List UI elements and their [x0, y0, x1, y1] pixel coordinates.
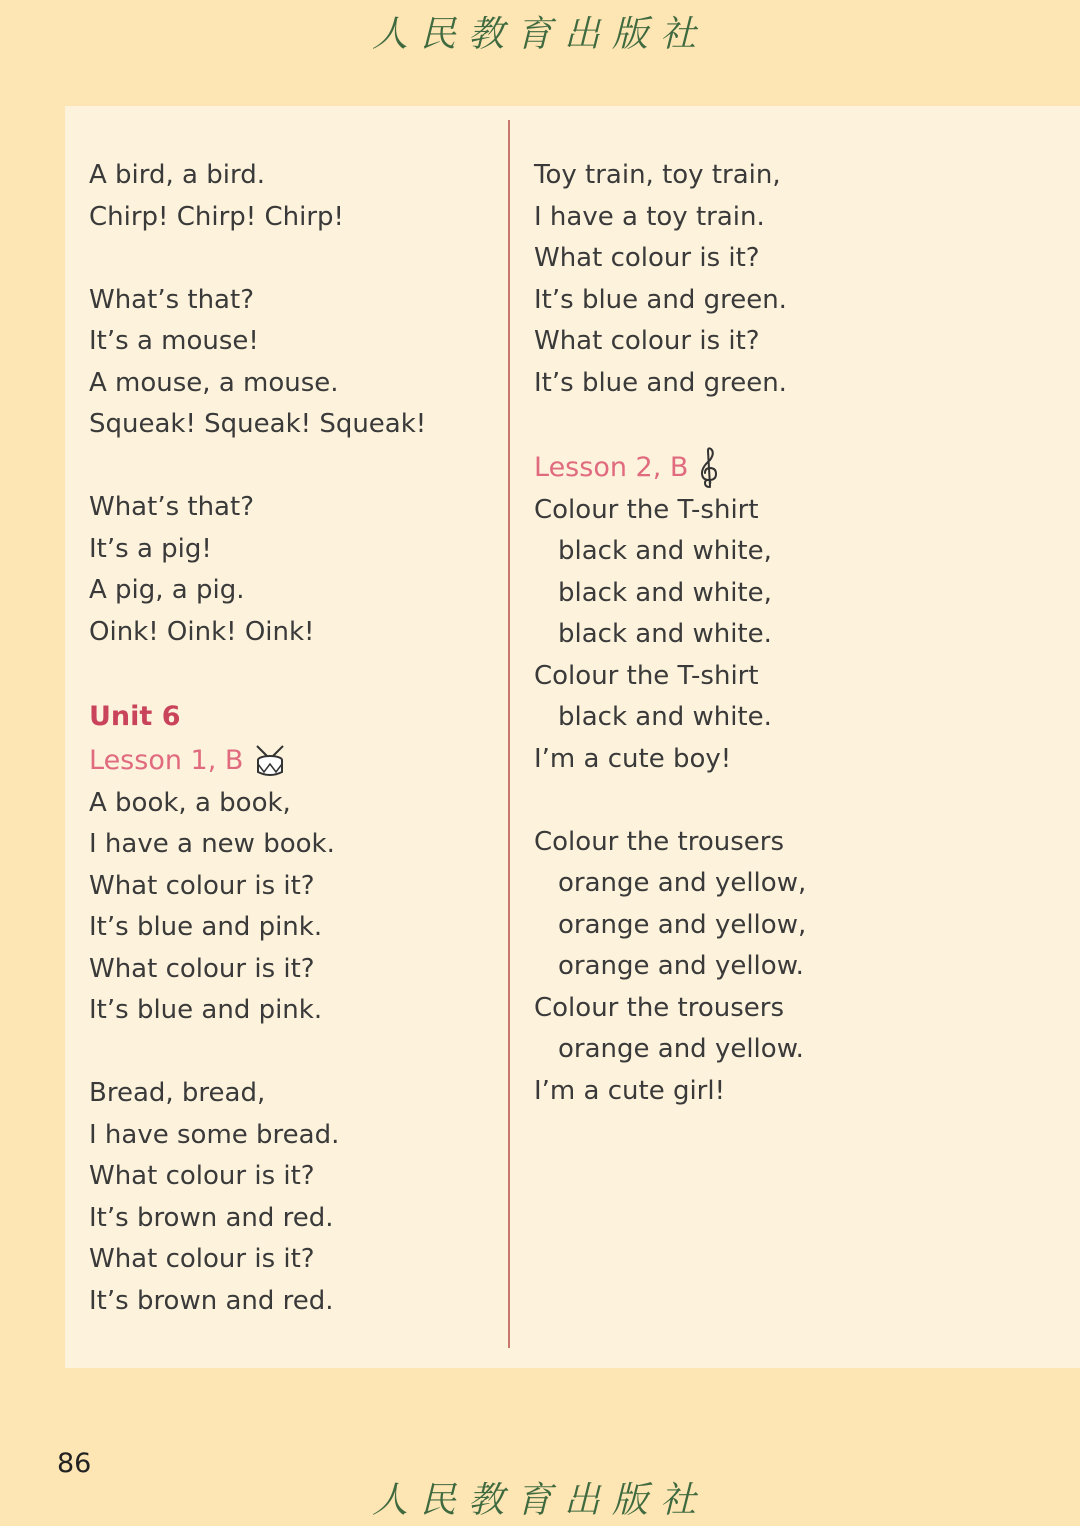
text-line: I have some bread.	[89, 1119, 340, 1150]
text-line: It’s a mouse!	[89, 326, 259, 356]
text-line: What colour is it?	[534, 326, 760, 356]
text-line: What colour is it?	[534, 243, 760, 273]
text-line: It’s a pig!	[89, 533, 212, 564]
right-column	[534, 155, 806, 1112]
text-line: It’s brown and red.	[89, 1285, 334, 1316]
text-line: What colour is it?	[89, 870, 315, 901]
text-line: I’m a cute boy!	[534, 743, 732, 774]
text-line: Squeak! Squeak! Squeak!	[89, 409, 427, 439]
lesson-title: Lesson 1, B	[89, 744, 244, 776]
text-line: What colour is it?	[89, 1244, 315, 1274]
text-line: Oink! Oink! Oink!	[89, 616, 315, 647]
drum-icon	[253, 744, 287, 778]
text-line: black and white.	[558, 702, 772, 732]
text-line: What colour is it?	[89, 953, 315, 984]
text-line: It’s brown and red.	[89, 1202, 334, 1233]
text-line: orange and yellow.	[558, 951, 804, 981]
text-line: black and white.	[558, 619, 772, 649]
text-line: A bird, a bird.	[89, 160, 265, 190]
text-line: I’m a cute girl!	[534, 1075, 726, 1106]
lesson-title: Lesson 2, B	[534, 451, 689, 483]
publisher-footer: 人民教育出版社	[371, 1480, 708, 1521]
text-line: It’s blue and pink.	[89, 912, 323, 942]
text-line: A pig, a pig.	[89, 575, 245, 605]
unit-title: Unit 6	[89, 700, 181, 732]
text-line: Chirp! Chirp! Chirp!	[89, 201, 344, 232]
text-line: Colour the T-shirt	[534, 494, 759, 525]
text-line: orange and yellow,	[558, 909, 807, 940]
page-number: 86	[57, 1448, 92, 1479]
text-line: What colour is it?	[89, 1161, 315, 1191]
text-line: black and white,	[558, 577, 772, 608]
text-line: I have a toy train.	[534, 201, 765, 232]
text-line: Colour the trousers	[534, 992, 785, 1023]
text-line: orange and yellow.	[558, 1034, 804, 1064]
text-line: Colour the T-shirt	[534, 660, 759, 691]
column-divider	[508, 120, 510, 1348]
text-line: It’s blue and green.	[534, 367, 787, 398]
text-line: It’s blue and pink.	[89, 995, 323, 1025]
text-line: It’s blue and green.	[534, 284, 787, 315]
text-line: I have a new book.	[89, 829, 335, 859]
text-line: A mouse, a mouse.	[89, 367, 339, 398]
text-line: Colour the trousers	[534, 826, 785, 857]
text-line: Toy train, toy train,	[534, 160, 781, 190]
treble-clef-icon	[698, 447, 720, 489]
text-line: Bread, bread,	[89, 1078, 266, 1108]
text-line: A book, a book,	[89, 787, 291, 818]
publisher-header: 人民教育出版社	[371, 14, 708, 55]
text-line: What’s that?	[89, 492, 254, 522]
lesson-heading	[534, 446, 806, 490]
lesson-heading	[89, 739, 426, 783]
left-column	[89, 155, 426, 1322]
text-line: What’s that?	[89, 284, 254, 315]
text-line: orange and yellow,	[558, 868, 807, 898]
text-line: black and white,	[558, 536, 772, 566]
